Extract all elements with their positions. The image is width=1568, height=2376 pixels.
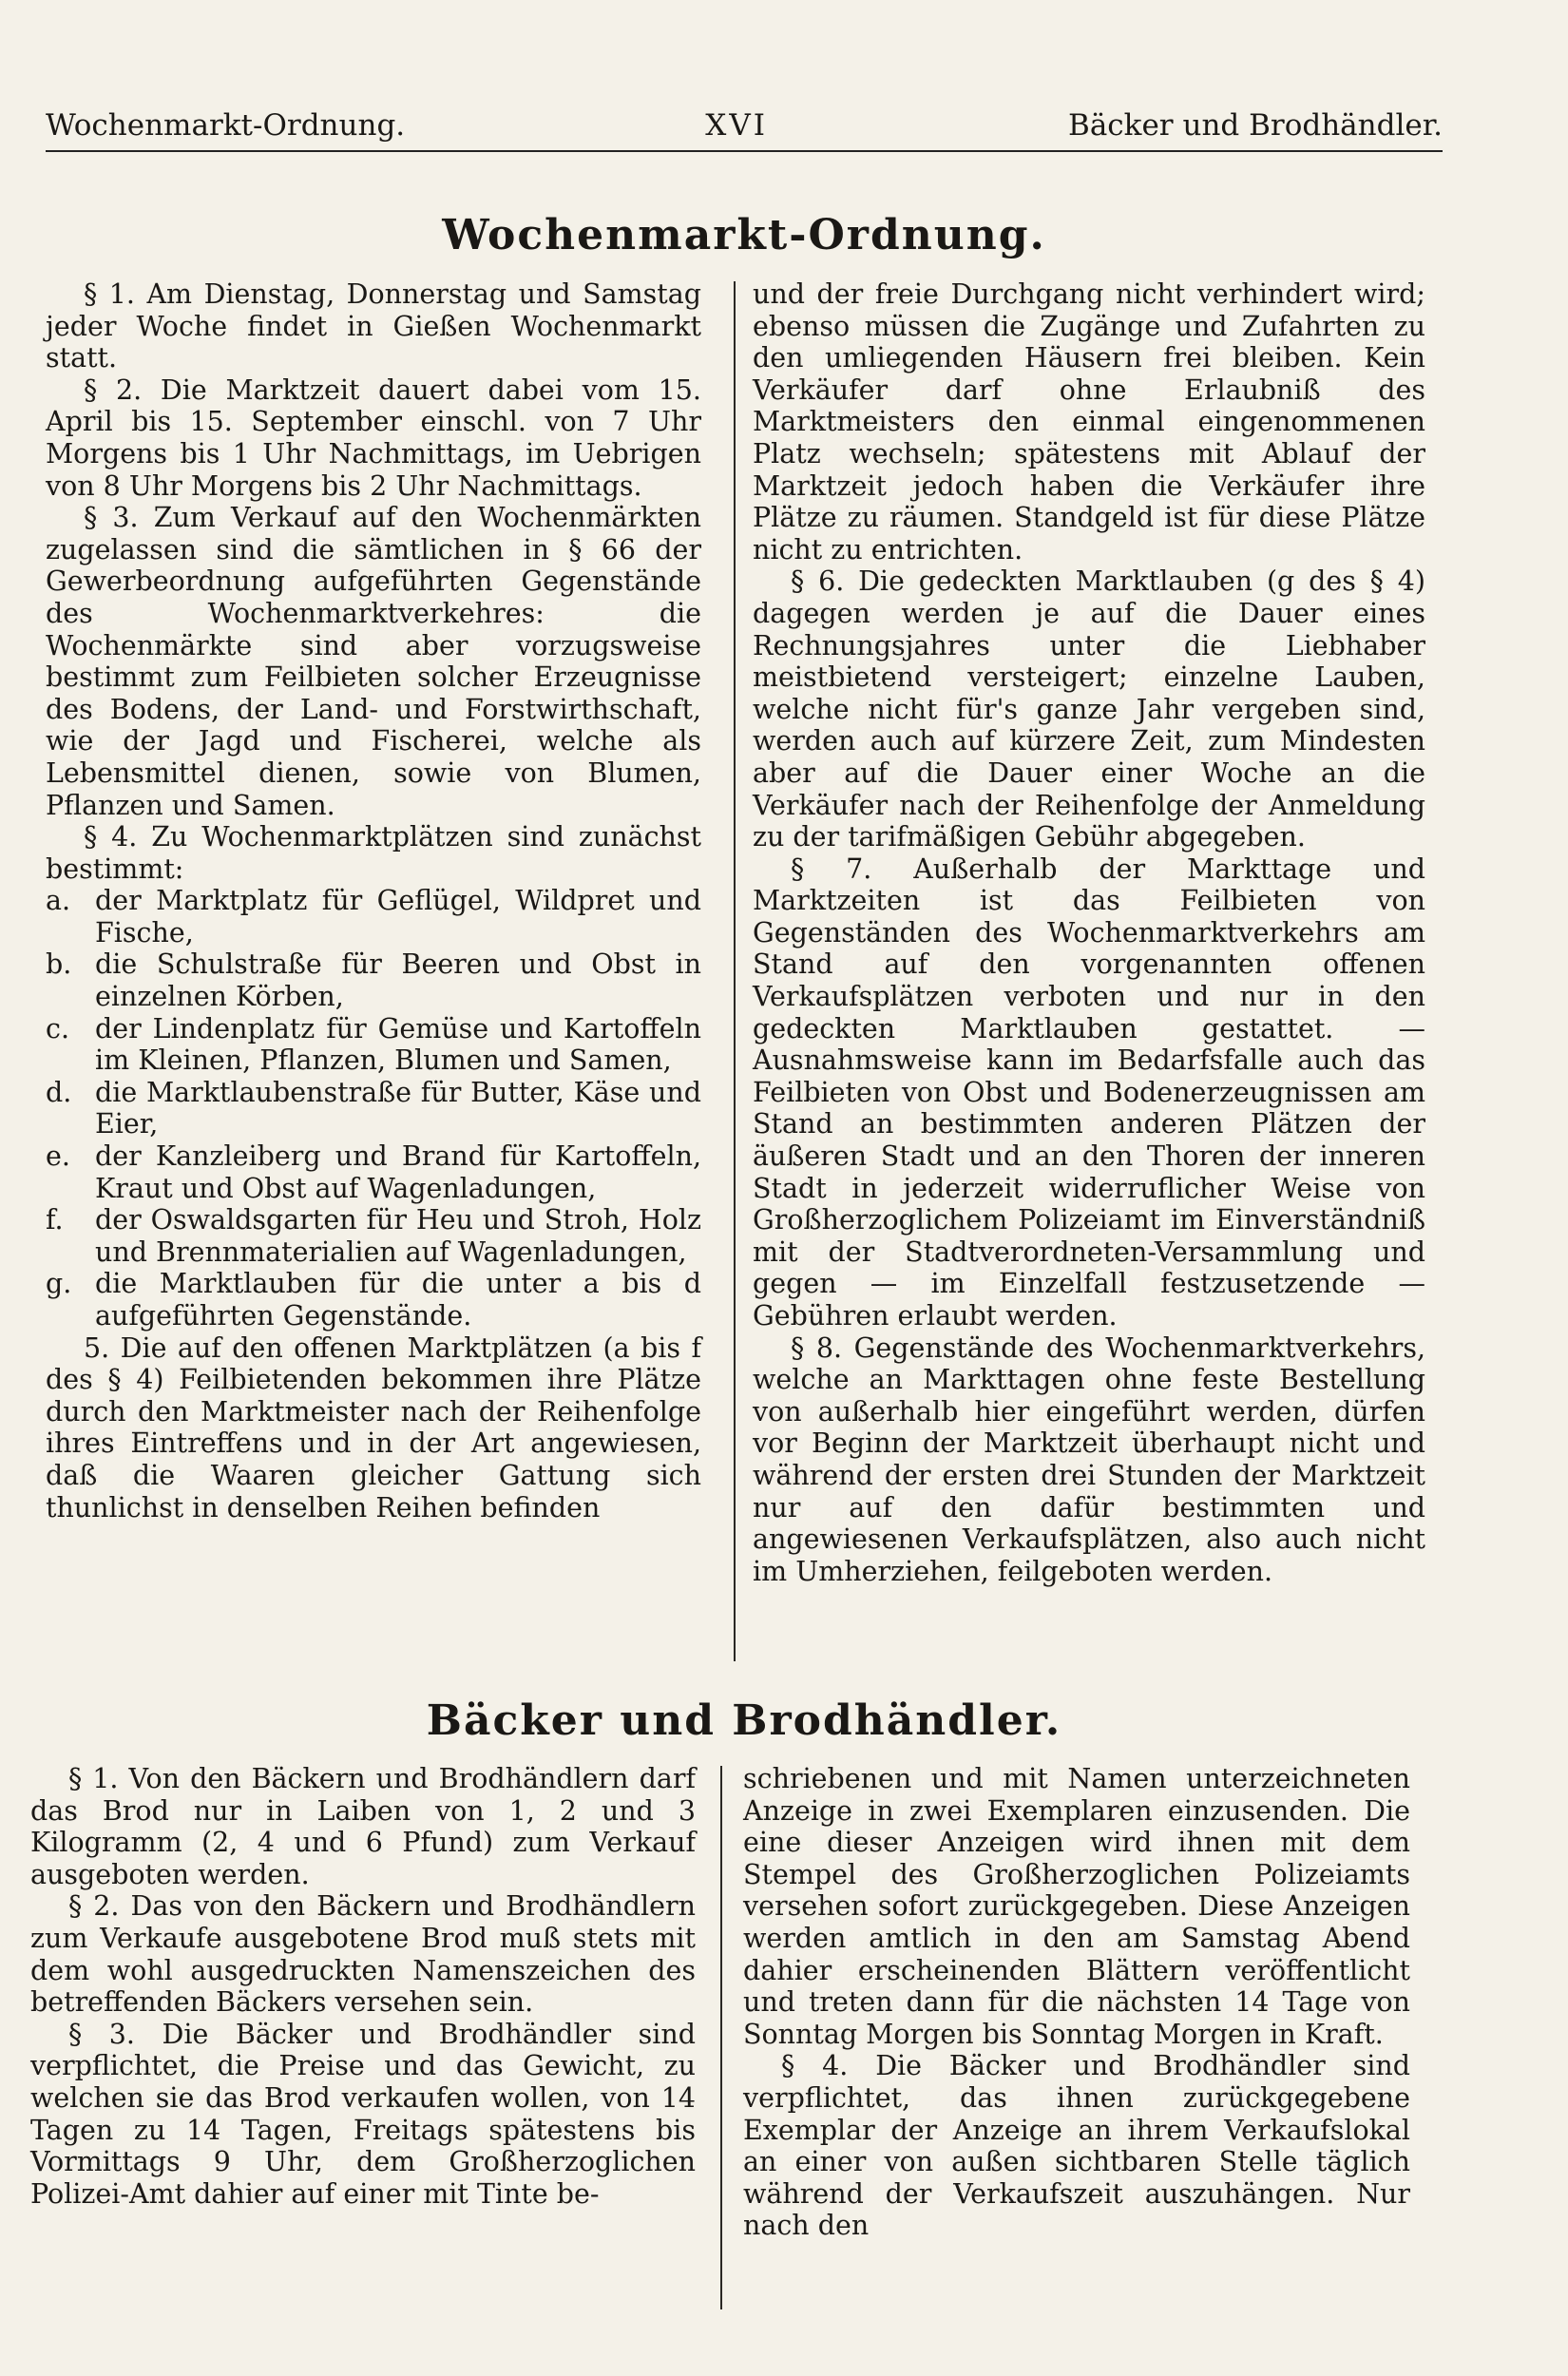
list-item [46, 1268, 701, 1332]
section1-right-column [753, 278, 1425, 1587]
section2-right-column [743, 1763, 1410, 2242]
header-rule [46, 150, 1443, 152]
paragraph: § 2. Die Marktzeit dauert dabei vom 15. April bis 15. September einschl. von 7 Uhr Morgens bis 1 Uhr Nachmittags, im Uebrigen von 8 Uhr Morgens bis 2 Uhr Nachmittags. [46, 374, 701, 502]
section-title-wochenmarkt: Wochenmarkt-Ordnung. [442, 211, 1046, 259]
paragraph: § 4. Die Bäcker und Brodhändler sind verpflichtet, das ihnen zurückgegebene Exemplar der Anzeige an ihrem Verkaufslokal an einer von außen sichtbaren Stelle täglich während der Verkaufszeit auszuhängen. Nur nach den [743, 2050, 1410, 2242]
paragraph: schriebenen und mit Namen unterzeichneten Anzeige in zwei Exemplaren einzusenden. Die eine dieser Anzeigen wird ihnen mit dem Stempel des Großherzoglichen Polizeiamts versehen sofort zurückgegeben. Diese Anzeigen werden amtlich in den am Samstag Abend dahier erscheinenden Blättern veröffentlicht und treten dann für die nächsten 14 Tage von Sonntag Morgen bis Sonntag Morgen in Kraft. [743, 1763, 1410, 2050]
paragraph: § 6. Die gedeckten Marktlauben (g des § 4) dagegen werden je auf die Dauer eines Rechnungsjahres unter die Liebhaber meistbietend versteigert; einzelne Lauben, welche nicht für's ganze Jahr vergeben sind, werden auch auf kürzere Zeit, zum Mindesten aber auf die Dauer einer Woche an die Verkäufer nach der Reihenfolge der Anmeldung zu der tarifmäßigen Gebühr abgegeben. [753, 565, 1425, 853]
page-number: XVI [705, 108, 768, 143]
list-text: die Marktlauben für die unter a bis d aufgeführten Gegenstände. [95, 1268, 701, 1332]
list-text: der Marktplatz für Geflügel, Wildpret und Fische, [95, 885, 701, 948]
paragraph: § 4. Zu Wochenmarktplätzen sind zunächst bestimmt: [46, 821, 701, 885]
list-item [46, 1204, 701, 1268]
list-text: die Schulstraße für Beeren und Obst in einzelnen Körben, [95, 948, 701, 1013]
list-text: der Lindenplatz für Gemüse und Kartoffeln im Kleinen, Pflanzen, Blumen und Samen, [95, 1012, 701, 1077]
paragraph: und der freie Durchgang nicht verhindert wird; ebenso müssen die Zugänge und Zufahrten zu den umliegenden Häusern frei bleiben. Kein Verkäufer darf ohne Erlaubniß des Marktmeisters den einmal eingenommenen Platz wechseln; spätestens mit Ablauf der Marktzeit jedoch haben die Verkäufer ihre Plätze zu räumen. Standgeld ist für diese Plätze nicht zu entrichten. [753, 278, 1425, 565]
section1-left-column [46, 278, 701, 1523]
list-item [46, 885, 701, 948]
column-divider [734, 281, 736, 1661]
paragraph: § 2. Das von den Bäckern und Brodhändlern zum Verkaufe ausgebotene Brod muß stets mit dem wohl ausgedruckten Namenszeichen des betreffenden Bäckers versehen sein. [30, 1890, 696, 2019]
list-key: b. [46, 948, 72, 981]
running-head-left: Wochenmarkt-Ordnung. [46, 108, 406, 143]
paragraph: § 1. Am Dienstag, Donnerstag und Samstag jeder Woche findet in Gießen Wochenmarkt statt. [46, 278, 701, 374]
paragraph: § 1. Von den Bäckern und Brodhändlern darf das Brod nur in Laiben von 1, 2 und 3 Kilogramm (2, 4 und 6 Pfund) zum Verkauf ausgeboten werden. [30, 1763, 696, 1890]
paragraph: § 3. Die Bäcker und Brodhändler sind verpflichtet, die Preise und das Gewicht, zu welchen sie das Brod verkaufen wollen, von 14 Tagen zu 14 Tagen, Freitags spätestens bis Vormittags 9 Uhr, dem Großherzoglichen Polizei-Amt dahier auf einer mit Tinte be- [30, 2018, 696, 2210]
paragraph: § 3. Zum Verkauf auf den Wochenmärkten zugelassen sind die sämtlichen in § 66 der Gewerbeordnung aufgeführten Gegenstände des Wochenmarktverkehres: die Wochenmärkte sind aber vorzugsweise bestimmt zum Feilbieten solcher Erzeugnisse des Bodens, der Land- und Forstwirthschaft, wie der Jagd und Fischerei, welche als Lebensmittel dienen, sowie von Blumen, Pflanzen und Samen. [46, 502, 701, 821]
list-item [46, 1077, 701, 1140]
list-text: der Oswaldsgarten für Heu und Stroh, Holz und Brennmaterialien auf Wagenladungen, [95, 1204, 701, 1268]
list-key: g. [46, 1268, 72, 1300]
section2-left-column [30, 1763, 696, 2210]
section-title-baecker: Bäcker und Brodhändler. [426, 1696, 1062, 1745]
list-key: e. [46, 1140, 70, 1173]
paragraph: § 8. Gegenstände des Wochenmarktverkehrs, welche an Markttagen ohne feste Bestellung von außerhalb hier eingeführt werden, dürfen vor Beginn der Marktzeit überhaupt nicht und während der ersten drei Stunden der Marktzeit nur auf den dafür bestimmten und angewiesenen Verkaufsplätzen, also auch nicht im Umherziehen, feilgeboten werden. [753, 1332, 1425, 1587]
list-item [46, 1013, 701, 1077]
list-item [46, 1140, 701, 1204]
list-key: d. [46, 1076, 72, 1108]
column-divider [720, 1766, 722, 2309]
list-text: der Kanzleiberg und Brand für Kartoffeln, Kraut und Obst auf Wagenladungen, [95, 1140, 701, 1204]
list-text: die Marktlaubenstraße für Butter, Käse und Eier, [95, 1076, 701, 1140]
list-key: f. [46, 1204, 64, 1236]
list-key: c. [46, 1012, 70, 1044]
list-item [46, 948, 701, 1012]
paragraph: § 7. Außerhalb der Markttage und Marktzeiten ist das Feilbieten von Gegenständen des Wochenmarktverkehrs am Stand auf den vorgenannten offenen Verkaufsplätzen verboten und nur in den gedeckten Marktlauben gestattet. —Ausnahmsweise kann im Bedarfsfalle auch das Feilbieten von Obst und Bodenerzeugnissen am Stand an bestimmten anderen Plätzen der äußeren Stadt und an den Thoren der inneren Stadt in jederzeit widerruflicher Weise von Großherzoglichem Polizeiamt im Einverständniß mit der Stadtverordneten-Versammlung und gegen — im Einzelfall festzusetzende — Gebühren erlaubt werden. [753, 853, 1425, 1332]
running-head-right: Bäcker und Brodhändler. [1068, 108, 1443, 143]
running-head [46, 106, 1443, 144]
list-key: a. [46, 885, 71, 917]
paragraph: 5. Die auf den offenen Marktplätzen (a bis f des § 4) Feilbietenden bekommen ihre Plätze durch den Marktmeister nach der Reihenfolge ihres Eintreffens und in der Art angewiesen, daß die Waaren gleicher Gattung sich thunlichst in denselben Reihen befinden [46, 1332, 701, 1523]
